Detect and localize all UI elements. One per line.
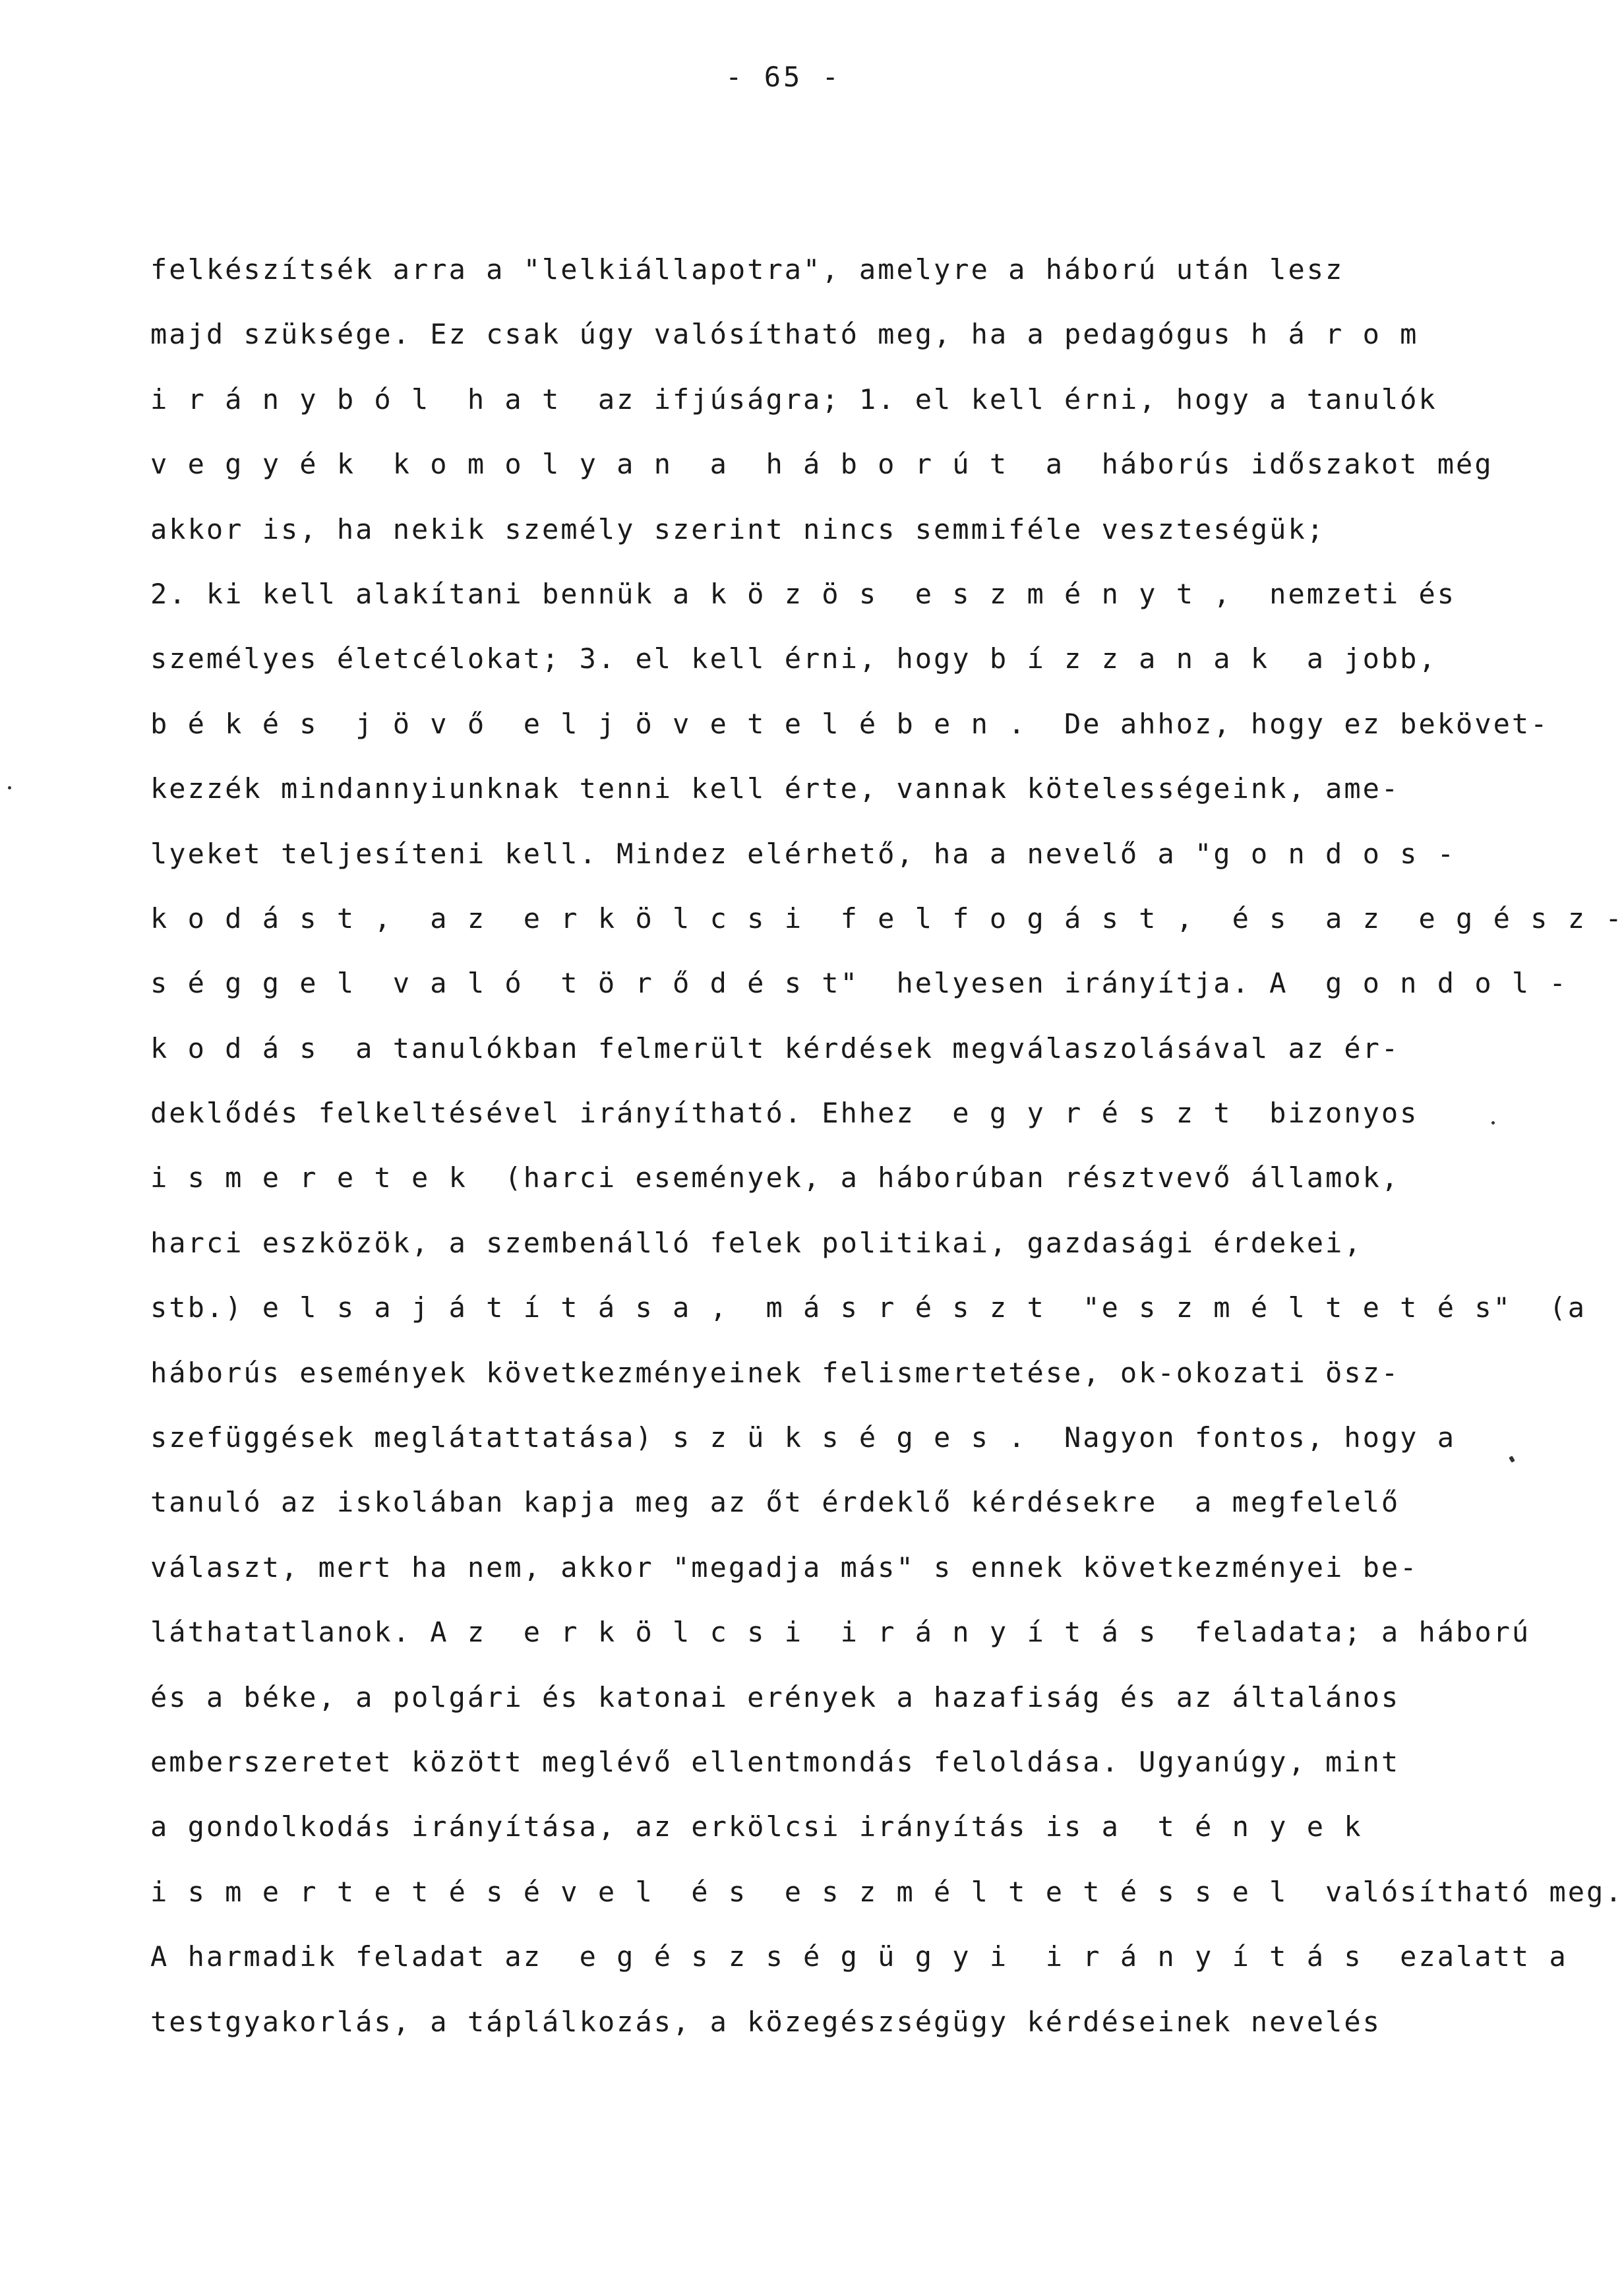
text-line: emberszeretet között meglévő ellentmondás feloldása. Ugyanúgy, mint xyxy=(150,1745,1400,1778)
text-line: majd szüksége. Ez csak úgy valósítható meg, ha a pedagógus h á r o m xyxy=(150,318,1419,351)
text-line: deklődés felkeltésével irányítható. Ehhez e g y r é s z t bizonyos xyxy=(150,1097,1419,1130)
text-line: választ, mert ha nem, akkor "megadja más" s ennek következményei be- xyxy=(150,1551,1419,1584)
scan-speck xyxy=(1491,1121,1495,1124)
scan-speck xyxy=(8,786,11,789)
text-line: háborús események következményeinek felismertetése, ok-okozati ösz- xyxy=(150,1356,1400,1389)
text-line: szefüggések meglátattatása) s z ü k s é g e s . Nagyon fontos, hogy a xyxy=(150,1421,1457,1454)
page-number: - 65 - xyxy=(725,61,841,93)
text-line: k o d á s t , a z e r k ö l c s i f e l f o g á s t , é s a z e g é s z - xyxy=(150,902,1624,935)
body-text xyxy=(150,252,1624,2069)
text-line: és a béke, a polgári és katonai erények a hazafiság és az általános xyxy=(150,1680,1400,1713)
text-line: a gondolkodás irányítása, az erkölcsi irányítás is a t é n y e k xyxy=(150,1810,1363,1843)
text-line: felkészítsék arra a "lelkiállapotra", amelyre a háború után lesz xyxy=(150,253,1344,286)
text-line: v e g y é k k o m o l y a n a h á b o r ú t a háborús időszakot még xyxy=(150,448,1493,481)
text-line: b é k é s j ö v ő e l j ö v e t e l é b e n . De ahhoz, hogy ez bekövet- xyxy=(150,707,1549,740)
text-line: A harmadik feladat az e g é s z s é g ü g y i i r á n y í t á s ezalatt a xyxy=(150,1940,1568,1973)
text-line: k o d á s a tanulókban felmerült kérdések megválaszolásával az ér- xyxy=(150,1031,1400,1064)
text-line: tanuló az iskolában kapja meg az őt érdeklő kérdésekre a megfelelő xyxy=(150,1486,1400,1519)
text-line: láthatatlanok. A z e r k ö l c s i i r á n y í t á s feladata; a háború xyxy=(150,1616,1531,1649)
text-line: testgyakorlás, a táplálkozás, a közegészségügy kérdéseinek nevelés xyxy=(150,2005,1381,2038)
text-line: lyeket teljesíteni kell. Mindez elérhető, ha a nevelő a "g o n d o s - xyxy=(150,837,1457,870)
text-line: i s m e r e t e k (harci események, a háborúban résztvevő államok, xyxy=(150,1161,1400,1194)
scan-speck xyxy=(1509,1456,1515,1463)
text-line: s é g g e l v a l ó t ö r ő d é s t" helyesen irányítja. A g o n d o l - xyxy=(150,967,1568,1000)
text-line: személyes életcélokat; 3. el kell érni, hogy b í z z a n a k a jobb, xyxy=(150,642,1437,675)
text-line: i s m e r t e t é s é v e l é s e s z m é l t e t é s s e l valósítható meg. xyxy=(150,1875,1624,1908)
text-line: stb.) e l s a j á t í t á s a , m á s r é s z t "e s z m é l t e t é s" (a xyxy=(150,1291,1587,1324)
text-line: 2. ki kell alakítani bennük a k ö z ö s e s z m é n y t , nemzeti és xyxy=(150,577,1457,610)
text-line: akkor is, ha nekik személy szerint nincs semmiféle veszteségük; xyxy=(150,512,1326,545)
text-line: i r á n y b ó l h a t az ifjúságra; 1. el kell érni, hogy a tanulók xyxy=(150,383,1437,416)
text-line: kezzék mindannyiunknak tenni kell érte, vannak kötelességeink, ame- xyxy=(150,772,1400,805)
text-line: harci eszközök, a szembenálló felek politikai, gazdasági érdekei, xyxy=(150,1226,1363,1259)
